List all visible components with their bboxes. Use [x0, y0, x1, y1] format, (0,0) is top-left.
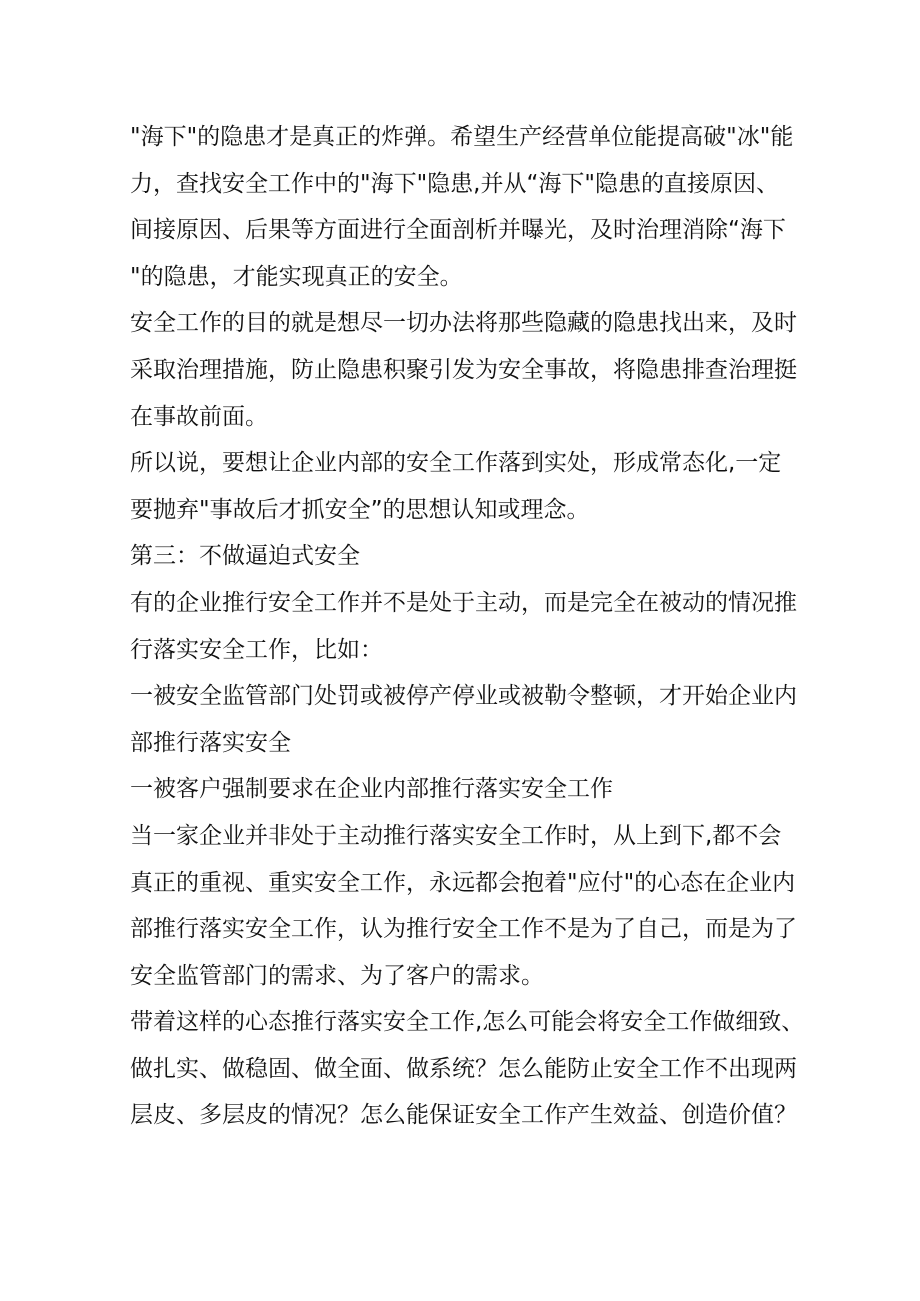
paragraph — [130, 813, 805, 999]
text-line: 部推行落实安全 — [130, 729, 291, 756]
paragraph — [130, 440, 805, 533]
text-line: 在事故前面。 — [130, 403, 268, 430]
text-line: 安全工作的目的就是想尽一切办法将那些隐藏的隐患找出来，及时 — [130, 310, 797, 337]
text-line: "的隐患，才能实现真正的安全。 — [130, 263, 463, 290]
text-line: 采取治理措施，防止隐患积聚引发为安全事故，将隐患排查治理挺 — [130, 356, 797, 383]
text-line: 部推行落实安全工作，认为推行安全工作不是为了自己，而是为了 — [130, 916, 797, 943]
text-line: 真正的重视、重实安全工作，永远都会抱着"应付"的心态在企业内 — [130, 869, 796, 896]
text-line: 带着这样的心态推行落实安全工作,怎么可能会将安全工作做细致、 — [130, 1009, 805, 1036]
text-line: 做扎实、做稳固、做全面、做系统？怎么能防止安全工作不出现两 — [130, 1055, 797, 1082]
text-line: 间接原因、后果等方面进行全面剖析并曝光，及时治理消除“海下 — [130, 217, 786, 244]
text-line: 力，查找安全工作中的"海下"隐患,并从“海下"隐患的直接原因、 — [130, 170, 779, 197]
text-line: 行落实安全工作，比如： — [130, 636, 383, 663]
list-item — [130, 673, 805, 766]
text-line: 当一家企业并非处于主动推行落实安全工作时，从上到下,都不会 — [130, 822, 782, 849]
text-line: 有的企业推行安全工作并不是处于主动，而是完全在被动的情况推 — [130, 589, 797, 616]
text-line: 层皮、多层皮的情况？怎么能保证安全工作产生效益、创造价值？ — [130, 1102, 797, 1129]
document-body — [130, 114, 805, 1139]
list-item — [130, 766, 805, 813]
text-line: 安全监管部门的需求、为了客户的需求。 — [130, 962, 544, 989]
text-line: 一被安全监管部门处罚或被停产停业或被勒令整顿，才开始企业内 — [130, 683, 797, 710]
text-line: 要抛弃"事故后才抓安全”的思想认知或理念。 — [130, 496, 590, 523]
paragraph — [130, 300, 805, 440]
paragraph — [130, 580, 805, 673]
paragraph — [130, 114, 805, 300]
text-line: 第三：不做逼迫式安全 — [130, 543, 360, 570]
paragraph — [130, 999, 805, 1139]
text-line: 一被客户强制要求在企业内部推行落实安全工作 — [130, 776, 613, 803]
text-line: "海下"的隐患才是真正的炸弹。希望生产经营单位能提高破"冰"能 — [130, 124, 794, 150]
text-line: 所以说，要想让企业内部的安全工作落到实处，形成常态化,一定 — [130, 450, 782, 477]
section-heading — [130, 533, 805, 580]
